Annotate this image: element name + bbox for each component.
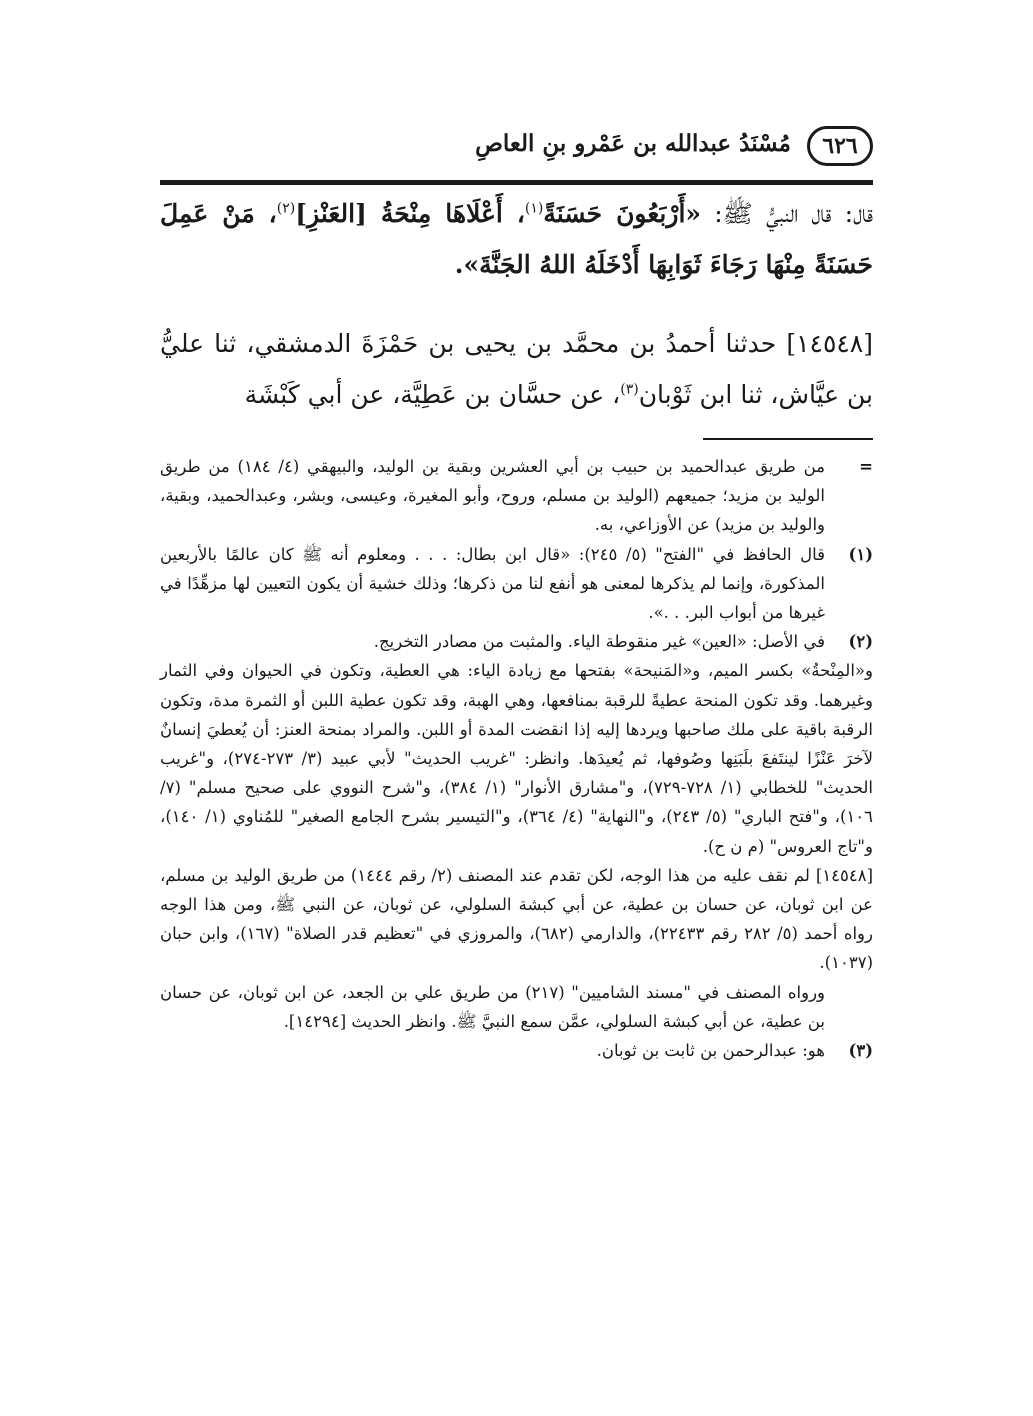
footnotes <box>160 452 873 1065</box>
page-number: ٦٢٦ <box>807 126 873 166</box>
isnad-text-2: ، عن حسَّان بن عَطِيَّة، عن أبي كَبْشَة <box>244 380 621 409</box>
footnote-text: هو: عبدالرحمن بن ثابت بن ثوبان. <box>596 1041 825 1061</box>
footnote-mark: (٢) <box>848 632 873 652</box>
footnote-continued <box>160 452 873 540</box>
footnote-text: ورواه المصنف في "مسند الشاميين" (٢١٧) من طريق علي بن الجعد، عن ابن ثوبان، عن حسان بن عطية، عن أبي كبشة السلولي، عمَّن سمع النبيَّ ﷺ. وانظر الحديث [١٤٢٩٤]. <box>160 982 826 1031</box>
footnote-mark: (١) <box>848 544 873 564</box>
footnote-1 <box>160 540 873 628</box>
footnote-text: و«المِنْحةُ» بكسر الميم، و«المَنيحة» بفتحها مع زيادة الياء: هي العطية، وتكون في الحيوان وفي الثمار وغيرهما. وقد تكون المنحة عطيةً للرقبة بمنافعها، وهي الهبة، وقد تكون عطية اللبن أو الثمرة مدة، وتكون الرقبة باقية على ملك صاحبها ويردها إليه إذا انقضت المدة أو اللبن. والمراد بمنحة العنز: أن يُعطيَ إنسانٌ لآخرَ عَنْزًا لينتَفعَ بلَبَنِها وصُوفها، ثم يُعيدَها. وانظر: "غريب الحديث" لأبي عبيد (٣/ ٢٧٣-٢٧٤)، و"غريب الحديث" للخطابي (١/ ٧٢٨-٧٢٩)، و"مشارق الأنوار" (١/ ٣٨٤)، و"شرح النووي على صحيح مسلم" (٧/ ١٠٦)، و"فتح الباري" (٥/ ٢٤٣)، و"النهاية" (٤/ ٣٦٤)، و"التيسير بشرح الجامع الصغير" للمُناوي (١/ ١٤٠)، و"تاج العروس" (م ن ح). <box>160 661 874 856</box>
isnad-text-1: [١٤٥٤٨] حدثنا أحمدُ بن محمَّد بن يحيى بن حَمْزَةَ الدمشقي، ثنا عليُّ بن عيَّاش، ثنا ابن ثَوْبان <box>160 329 873 409</box>
footnote-3 <box>160 1036 873 1065</box>
footnote-2-explanation <box>160 656 873 860</box>
hadith-text-1: «أَرْبَعُونَ حَسَنَةً <box>543 199 702 228</box>
hadith-text-3: ، مَنْ عَمِلَ حَسَنَةً مِنْهَا رَجَاءَ ثَوَابِهَا أَدْخَلَهُ اللهُ الجَنَّةَ». <box>160 199 873 279</box>
footnote-ref-3[interactable]: (٣) <box>620 381 639 398</box>
footnote-hadith-number <box>160 861 873 978</box>
footnote-ref-2[interactable]: (٢) <box>276 200 296 217</box>
page-header <box>160 122 873 178</box>
main-text <box>160 188 873 420</box>
footnote-text: من طريق عبدالحميد بن حبيب بن أبي العشرين وبقية بن الوليد، والبيهقي (٤/ ١٨٤) من طريق الوليد بن مزيد؛ جميعهم (الوليد بن مسلم، وروح، وأبو المغيرة، وعيسى، وبشر، وعبدالحميد، وبقية، والوليد بن مزيد) عن الأوزاعي، به. <box>160 457 826 535</box>
footnote-divider <box>703 438 873 440</box>
hadith-paragraph <box>160 188 873 290</box>
footnote-mark: [١٤٥٤٨] <box>815 865 873 885</box>
footnote-hadith-continuation <box>160 978 873 1036</box>
footnote-text: قال الحافظ في "الفتح" (٥/ ٢٤٥): «قال ابن بطال: . . . ومعلوم أنه ﷺ كان عالمًا بالأربعين المذكورة، وإنما لم يذكرها لمعنى هو أنفع لنا من ذكرها؛ وذلك خشية أن يكون التعيين لها مزهِّدًا في غيرها من أبواب البر. . .». <box>160 544 825 623</box>
paragraph-gap <box>160 290 873 318</box>
running-title: مُسْنَدُ عبدالله بن عَمْرو بنِ العاصِ <box>475 130 791 157</box>
hadith-text-2: ، أَعْلَاهَا مِنْحَةُ [العَنْزِ] <box>295 199 525 228</box>
hadith-intro: قال: قال النبيُّ ﷺ: <box>701 199 874 228</box>
footnote-mark: = <box>859 457 873 476</box>
header-divider <box>160 180 873 185</box>
isnad-paragraph <box>160 318 873 420</box>
footnote-text: في الأصل: «العين» غير منقوطة الياء. والمثبت من مصادر التخريج. <box>373 632 825 652</box>
footnote-text: لم نقف عليه من هذا الوجه، لكن تقدم عند المصنف (٢/ رقم ١٤٤٤) من طريق الوليد بن مسلم، عن ابن ثوبان، عن حسان بن عطية، عن أبي كبشة السلولي، عن ثوبان، عن النبي ﷺ، ومن هذا الوجه رواه أحمد (٥/ ٢٨٢ رقم ٢٢٤٣٣)، والدارمي (٦٨٢)، والمروزي في "تعظيم قدر الصلاة" (١٦٧)، وابن حبان (١٠٣٧). <box>160 865 873 973</box>
footnote-ref-1[interactable]: (١) <box>524 200 544 217</box>
footnote-mark: (٣) <box>848 1041 873 1061</box>
footnote-2 <box>160 627 873 656</box>
